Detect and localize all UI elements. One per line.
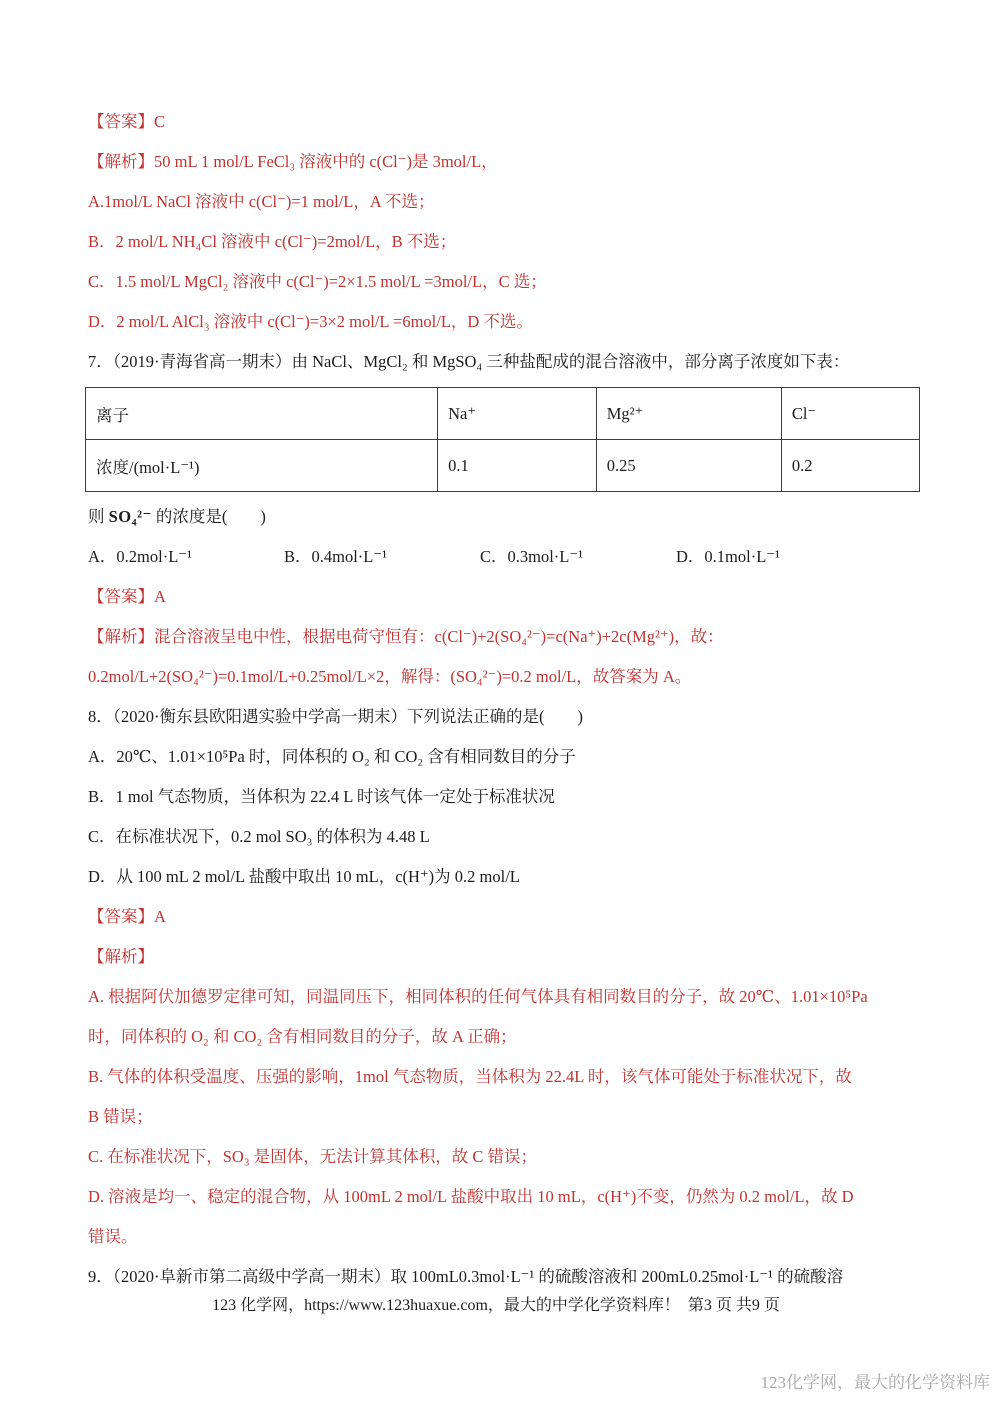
text-line: C．1.5 mol/L MgCl₂ 溶液中 c(Cl⁻)=2×1.5 mol/L =3mol/L，C 选； xyxy=(88,272,547,291)
text-line: 【解析】50 mL 1 mol/L FeCl₃ 溶液中的 c(Cl⁻)是 3mol/L， xyxy=(88,152,498,171)
text-line xyxy=(88,537,920,577)
text-line: C. 在标准状况下，SO₃ 是固体，无法计算其体积，故 C 错误； xyxy=(88,1147,537,1166)
text-line: 时，同体积的 O₂ 和 CO₂ 含有相同数目的分子，故 A 正确； xyxy=(88,1027,517,1046)
text-line: 9．（2020·阜新市第二高级中学高一期末）取 100mL0.3mol·L⁻¹ 的硫酸溶液和 200mL0.25mol·L⁻¹ 的硫酸溶 xyxy=(88,1267,844,1286)
table-row xyxy=(86,440,920,492)
text-line: B 错误； xyxy=(88,1107,153,1126)
formula-bold: SO₄²⁻ xyxy=(108,507,152,526)
text-segment: 的浓度是( ) xyxy=(151,507,266,526)
text-line: 7．（2019·青海省高一期末）由 NaCl、MgCl₂ 和 MgSO₄ 三种盐配成的混合溶液中，部分离子浓度如下表： xyxy=(88,352,850,371)
table-cell: 浓度/(mol·L⁻¹) xyxy=(86,440,438,492)
text-line: 错误。 xyxy=(88,1227,138,1246)
text-line xyxy=(88,497,920,537)
table-cell: 0.2 xyxy=(781,440,919,492)
table-header-row xyxy=(86,388,920,440)
text-segment: 则 xyxy=(88,507,109,526)
text-line: 【答案】C xyxy=(88,112,166,131)
watermark: 123化学网，最大的化学资料库 xyxy=(760,1373,990,1392)
table-header-cell: Na⁺ xyxy=(438,388,597,440)
text-line: B．2 mol/L NH₄Cl 溶液中 c(Cl⁻)=2mol/L，B 不选； xyxy=(88,232,457,251)
text-line: D．2 mol/L AlCl₃ 溶液中 c(Cl⁻)=3×2 mol/L =6mol/L，D 不选。 xyxy=(88,312,533,331)
text-line: 【解析】混合溶液呈电中性，根据电荷守恒有：c(Cl⁻)+2(SO₄²⁻)=c(Na⁺)+2c(Mg²⁺)，故： xyxy=(88,627,724,646)
document-content xyxy=(88,102,920,1297)
table-cell: 0.1 xyxy=(438,440,597,492)
table-header-cell: 离子 xyxy=(86,388,438,440)
text-line: D．从 100 mL 2 mol/L 盐酸中取出 10 mL，c(H⁺)为 0.2 mol/L xyxy=(88,867,520,886)
text-line: A.1mol/L NaCl 溶液中 c(Cl⁻)=1 mol/L，A 不选； xyxy=(88,192,435,211)
text-line: 0.2mol/L+2(SO₄²⁻)=0.1mol/L+0.25mol/L×2，解得：(SO₄²⁻)=0.2 mol/L，故答案为 A。 xyxy=(88,667,692,686)
table-header-cell: Cl⁻ xyxy=(781,388,919,440)
option-item: A．0.2mol·L⁻¹ xyxy=(88,547,192,566)
option-item: B．0.4mol·L⁻¹ xyxy=(284,547,388,566)
text-line: B．1 mol 气态物质，当体积为 22.4 L 时该气体一定处于标准状况 xyxy=(88,787,555,806)
page-footer: 123 化学网，https://www.123huaxue.com，最大的中学化学资料库！ 第3 页 共9 页 xyxy=(212,1297,780,1314)
text-line: 【答案】A xyxy=(88,907,166,926)
table-header-cell: Mg²⁺ xyxy=(596,388,781,440)
text-line: 8．（2020·衡东县欧阳遇实验中学高一期末）下列说法正确的是( ) xyxy=(88,707,583,726)
ion-concentration-table xyxy=(85,387,920,492)
text-line: A. 根据阿伏加德罗定律可知，同温同压下，相同体积的任何气体具有相同数目的分子，故 20℃、1.01×10⁵Pa xyxy=(88,987,868,1006)
text-line: D. 溶液是均一、稳定的混合物，从 100mL 2 mol/L 盐酸中取出 10 mL，c(H⁺)不变，仍然为 0.2 mol/L，故 D xyxy=(88,1187,854,1206)
text-line: 【答案】A xyxy=(88,587,166,606)
table-cell: 0.25 xyxy=(596,440,781,492)
option-item: D．0.1mol·L⁻¹ xyxy=(676,547,780,566)
text-line: 【解析】 xyxy=(88,947,154,966)
text-line: B. 气体的体积受温度、压强的影响，1mol 气态物质，当体积为 22.4L 时，该气体可能处于标准状况下，故 xyxy=(88,1067,852,1086)
text-line: C．在标准状况下，0.2 mol SO₃ 的体积为 4.48 L xyxy=(88,827,430,846)
text-line: A．20℃、1.01×10⁵Pa 时，同体积的 O₂ 和 CO₂ 含有相同数目的分子 xyxy=(88,747,576,766)
option-item: C．0.3mol·L⁻¹ xyxy=(480,547,584,566)
